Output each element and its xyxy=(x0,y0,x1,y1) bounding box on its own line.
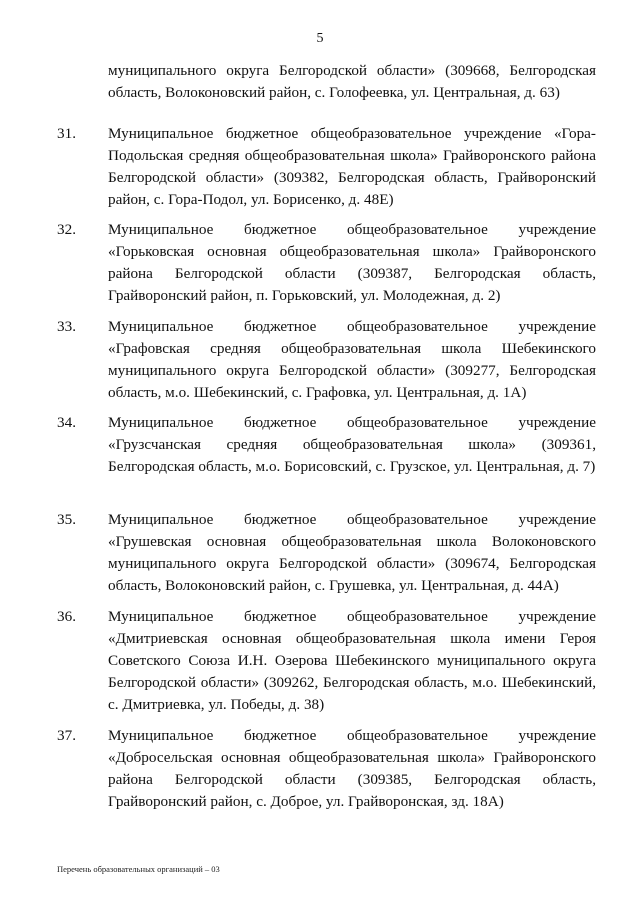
list-item-number: 32. xyxy=(57,221,76,238)
page-number: 5 xyxy=(316,31,324,46)
list-item-number: 36. xyxy=(57,608,76,625)
list-item-text: Муниципальное бюджетное общеобразовательное учреждение «Грушевская основная общеобразовательная школа Волоконовского муниципального округа Белгородской области» (309674, Белгородская область, Волоконовский район, с. Грушевка, ул. Центральная, д. 44А) xyxy=(108,511,596,594)
list-item-number: 35. xyxy=(57,511,76,528)
list-item-number: 31. xyxy=(57,125,76,142)
list-item-number: 34. xyxy=(57,414,76,431)
page-footer: Перечень образовательных организаций – 03 xyxy=(57,864,220,874)
list-item-number: 33. xyxy=(57,318,76,335)
list-item-text: Муниципальное бюджетное общеобразовательное учреждение «Дмитриевская основная общеобразовательная школа имени Героя Советского Союза И.Н. Озерова Шебекинского муниципального округа Белгородской области» (309262, Белгородская область, м.о. Шебекинский, с. Дмитриевка, ул. Победы, д. 38) xyxy=(108,608,596,713)
list-item-text: Муниципальное бюджетное общеобразовательное учреждение «Грузсчанская средняя общеобразовательная школа» (309361, Белгородская область, м.о. Борисовский, с. Грузское, ул. Центральная, д. 7) xyxy=(108,414,596,475)
list-item-number: 37. xyxy=(57,727,76,744)
list-item-text: Муниципальное бюджетное общеобразовательное учреждение «Гора-Подольская средняя общеобразовательная школа» Грайворонского района Белгородской области» (309382, Белгородская область, Грайворонский район, с. Гора-Подол, ул. Борисенко, д. 48Е) xyxy=(108,125,596,208)
list-item-text: Муниципальное бюджетное общеобразовательное учреждение «Горьковская основная общеобразовательная школа» Грайворонского района Белгородской области (309387, Белгородская область, Грайворонский район, п. Горьковский, ул. Молодежная, д. 2) xyxy=(108,221,596,304)
continued-entry-text: муниципального округа Белгородской области» (309668, Белгородская область, Волоконовский район, с. Голофеевка, ул. Центральная, д. 63) xyxy=(108,62,596,101)
list-item-text: Муниципальное бюджетное общеобразовательное учреждение «Графовская средняя общеобразовательная школа Шебекинского муниципального округа Белгородской области» (309277, Белгородская область, м.о. Шебекинский, с. Графовка, ул. Центральная, д. 1А) xyxy=(108,318,596,401)
list-item-text: Муниципальное бюджетное общеобразовательное учреждение «Добросельская основная общеобразовательная школа» Грайворонского района Белгородской области (309385, Белгородская область, Грайворонский район, с. Доброе, ул. Грайворонская, зд. 18А) xyxy=(108,727,596,810)
